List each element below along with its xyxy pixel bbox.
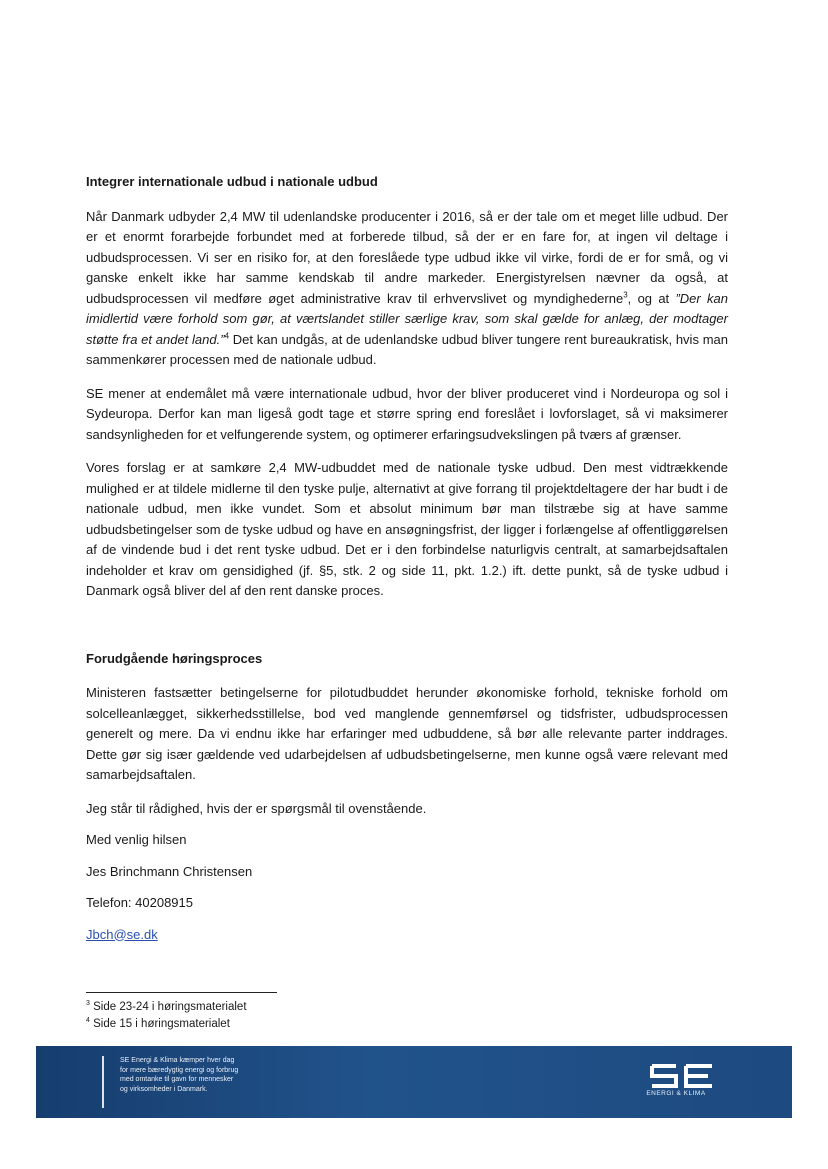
email-link[interactable]: Jbch@se.dk: [86, 926, 158, 942]
se-logo-icon: [648, 1058, 718, 1108]
footnote-text: Side 15 i høringsmaterialet: [89, 1018, 230, 1030]
footnote-number: 4: [86, 1017, 90, 1025]
section-heading-international: Integrer internationale udbud i nationale udbud: [86, 174, 378, 189]
section-heading-hearing: Forudgående høringsproces: [86, 650, 263, 666]
paragraph: SE mener at endemålet må være internationale udbud, hvor der bliver produceret vind i Nordeuropa og sol i Sydeuropa. Derfor kan man ligeså godt tage et større spring end foreslået i lovforslaget, så vi maksimerer sandsynligheden for et velfungerende system, og optimerer erfaringsudvekslingen på tværs af grænser.: [86, 385, 728, 442]
quote-text: ”Der kan imidlertid være forhold som gør, at værtslandet stiller særlige krav, som skal gælde for anlæg, der modtager støtte fra et andet land.”: [86, 290, 729, 347]
footnote-number: 3: [86, 1000, 90, 1008]
footer-divider: [102, 1056, 104, 1108]
footnote-ref[interactable]: 3: [623, 290, 628, 300]
paragraph-text: Det kan undgås, at de udenlandske udbud bliver tungere rent bureaukratisk, hvis man sammenkører processen med de nationale udbud.: [86, 331, 728, 367]
logo-subtitle: ENERGI & KLIMA: [646, 1090, 706, 1097]
footer-slogan-line: og virksomheder i Danmark.: [120, 1085, 208, 1093]
footer-slogan: [120, 1056, 320, 1094]
signatory-name: Jes Brinchmann Christensen: [86, 863, 253, 879]
footnote-divider: [86, 992, 277, 993]
paragraph: Vores forslag er at samkøre 2,4 MW-udbuddet med de nationale tyske udbud. Den mest vidtrækkende mulighed er at tildele midlerne til den tyske pulje, alternativt at give forrang til projektdeltagere der har budt i de nationale udbud, men ikke vundet. Som et absolut minimum bør man tilstræbe sig at have samme udbudsbetingelser som de tyske udbud og have en ansøgningsfrist, der ligger i forlængelse af offentliggørelsen af de vindende bud i det rent tyske udbud. Det er i den forbindelse naturligvis centralt, at samarbejdsaftalen indeholder et krav om gensidighed (jf. §5, stk. 2 og side 11, pkt. 1.2.) ift. dette punkt, så de tyske udbud i Danmark også bliver del af den rent danske proces.: [86, 460, 728, 598]
paragraph-text: Når Danmark udbyder 2,4 MW til udenlandske producenter i 2016, så er der tale om et meget lille udbud. Der er et enormt forarbejde forbundet med at forberede tilbud, så der er en fare for, at ingen vil deltage i udbudsprocessen. Vi ser en risiko for, at den foreslåede type udbud ikke vil virke, fordi de er for små, og vi ganske enkelt ikke har samme kendskab til andre markeder. Energistyrelsen nævner da også, at udbudsprocessen vil medføre øget administrative krav til erhvervslivet og myndighederne: [86, 208, 728, 306]
footer-banner: [36, 1046, 792, 1118]
footer-slogan-line: SE Energi & Klima kæmper hver dag: [120, 1057, 235, 1064]
footnote-text: Side 23-24 i høringsmaterialet: [89, 1001, 247, 1013]
paragraph: [86, 207, 728, 371]
phone-number: Telefon: 40208915: [86, 895, 193, 910]
footnote-ref[interactable]: 4: [224, 331, 230, 341]
letter-body: [86, 172, 728, 945]
footnotes: [86, 999, 486, 1033]
footer-slogan-line: for mere bæredygtig energi og forbrug: [120, 1066, 239, 1074]
footnote-item: [86, 999, 486, 1016]
paragraph: Ministeren fastsætter betingelserne for pilotudbuddet herunder økonomiske forhold, tekniske forhold om solcelleanlægget, sikkerhedsstillelse, bod ved manglende gennemførsel og tidsfrister, udbudsprocessen generelt og mere. Da vi endnu ikke har erfaringer med udbuddene, så bør alle relevante parter inddrages. Dette gør sig især gældende ved udarbejdelsen af udbudsbetingelserne, men kunne også være relevant med samarbejdsaftalen.: [86, 685, 728, 782]
footer-slogan-line: med omtanke til gavn for mennesker: [120, 1076, 234, 1083]
paragraph-text: , og at: [627, 290, 676, 306]
footnote-item: [86, 1016, 486, 1033]
paragraph: Jeg står til rådighed, hvis der er spørgsmål til ovenstående.: [86, 800, 427, 816]
closing-greeting: Med venlig hilsen: [86, 832, 187, 847]
